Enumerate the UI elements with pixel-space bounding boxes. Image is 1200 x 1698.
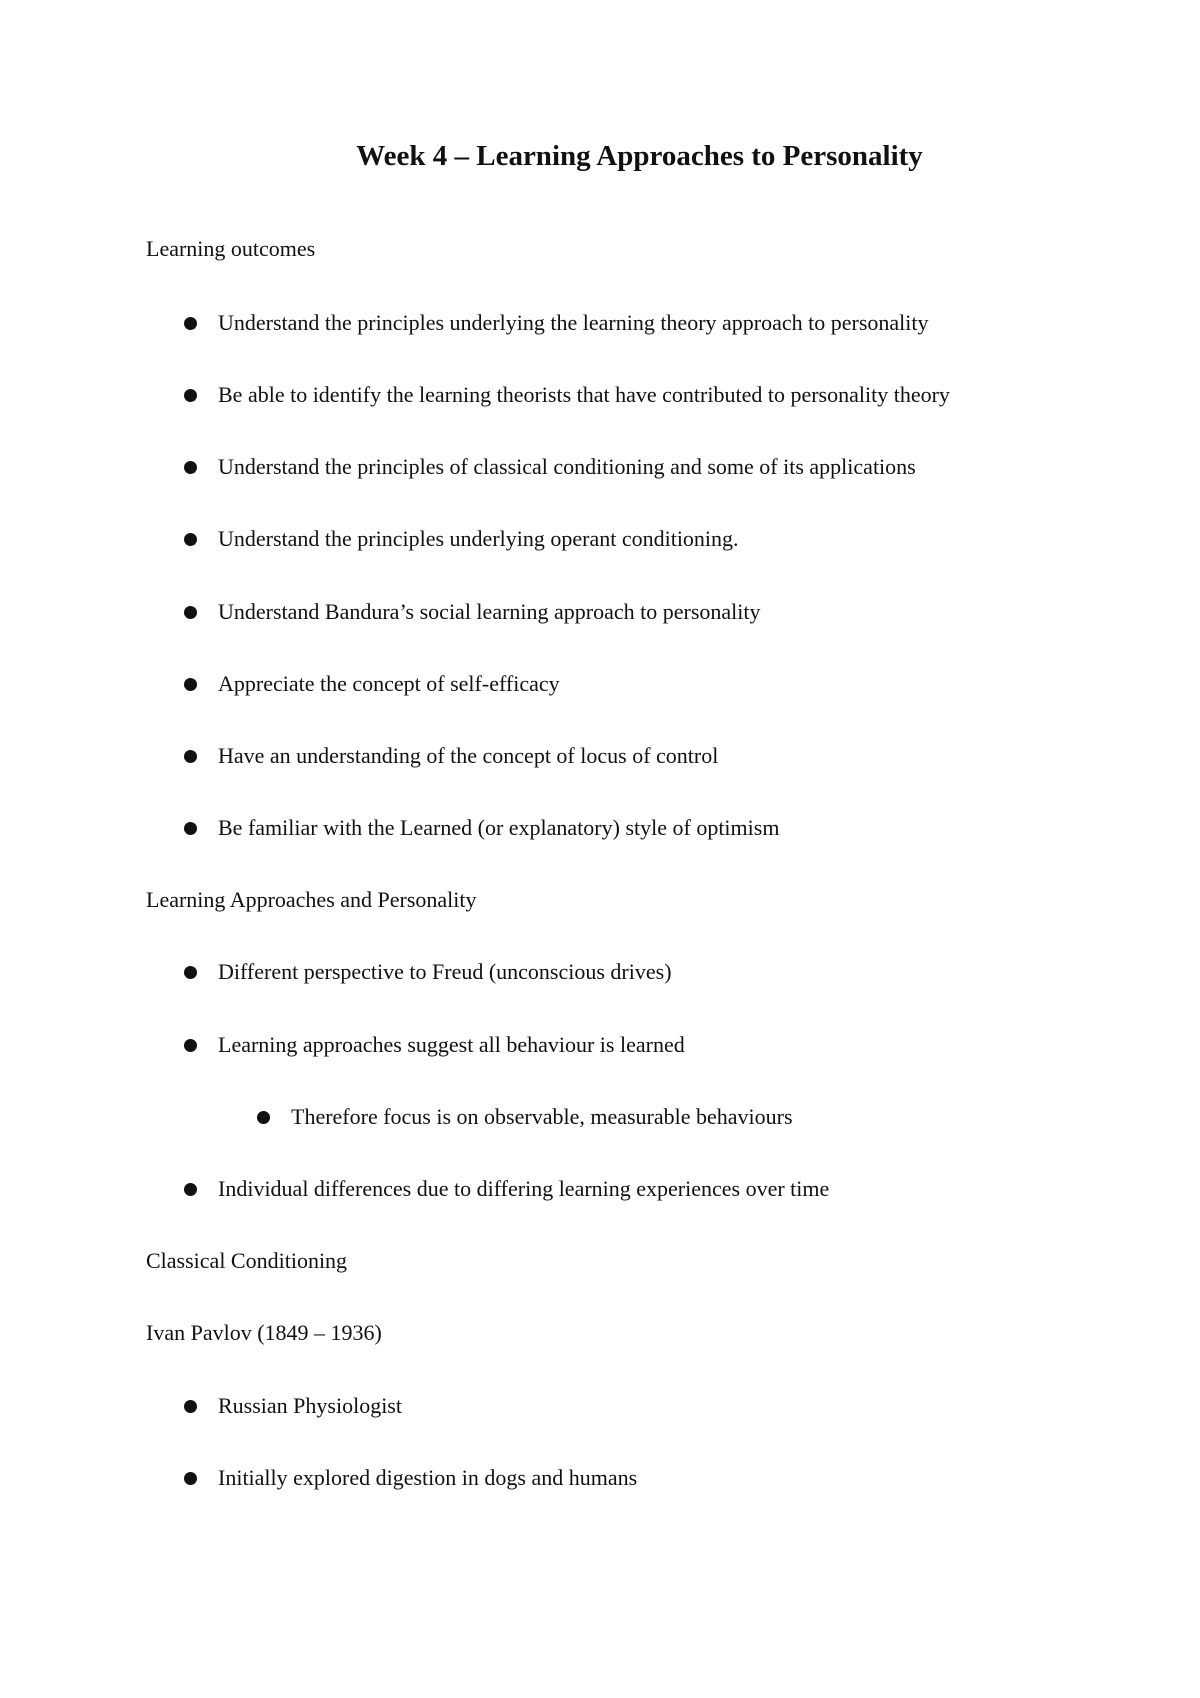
list-item — [184, 456, 916, 478]
list-item-text: Be able to identify the learning theorists that have contributed to personality theory — [218, 382, 950, 407]
bullet-icon — [184, 389, 197, 402]
bullet-icon — [184, 461, 197, 474]
section-heading-learning-outcomes: Learning outcomes — [146, 236, 316, 261]
list-item — [184, 1034, 685, 1056]
list-item-text: Understand Bandura’s social learning approach to personality — [218, 599, 761, 624]
list-item-text: Understand the principles underlying operant conditioning. — [218, 526, 739, 551]
list-item — [184, 601, 761, 623]
bullet-icon — [184, 1183, 197, 1196]
bullet-icon — [184, 1472, 197, 1485]
document-title: Week 4 – Learning Approaches to Personality — [356, 140, 923, 172]
bullet-icon — [184, 750, 197, 763]
bullet-icon — [184, 966, 197, 979]
list-item — [184, 673, 560, 695]
list-item-text: Different perspective to Freud (unconscious drives) — [218, 959, 672, 984]
bullet-icon — [257, 1111, 270, 1124]
bullet-icon — [184, 1039, 197, 1052]
list-item-text: Russian Physiologist — [218, 1393, 402, 1418]
list-item — [184, 817, 779, 839]
list-item-nested — [257, 1106, 793, 1128]
list-item — [184, 312, 929, 334]
list-item — [184, 1395, 402, 1417]
list-item — [184, 745, 718, 767]
list-item-text: Learning approaches suggest all behaviour is learned — [218, 1032, 685, 1057]
section-heading-ivan-pavlov: Ivan Pavlov (1849 – 1936) — [146, 1320, 382, 1345]
bullet-icon — [184, 678, 197, 691]
list-item — [184, 1467, 637, 1489]
bullet-icon — [184, 822, 197, 835]
list-item-text: Therefore focus is on observable, measurable behaviours — [291, 1104, 793, 1129]
list-item-text: Understand the principles of classical conditioning and some of its applications — [218, 454, 916, 479]
list-item-text: Individual differences due to differing learning experiences over time — [218, 1176, 830, 1201]
list-item-text: Have an understanding of the concept of locus of control — [218, 743, 719, 768]
bullet-icon — [184, 317, 197, 330]
section-heading-learning-approaches: Learning Approaches and Personality — [146, 887, 477, 912]
bullet-icon — [184, 533, 197, 546]
list-item — [184, 384, 950, 406]
list-item-text: Initially explored digestion in dogs and humans — [218, 1465, 638, 1490]
list-item — [184, 528, 739, 550]
list-item — [184, 961, 672, 983]
list-item-text: Be familiar with the Learned (or explanatory) style of optimism — [218, 815, 780, 840]
list-item — [184, 1178, 829, 1200]
section-heading-classical-conditioning: Classical Conditioning — [146, 1248, 348, 1273]
list-item-text: Appreciate the concept of self-efficacy — [218, 671, 560, 696]
list-item-text: Understand the principles underlying the learning theory approach to personality — [218, 310, 929, 335]
bullet-icon — [184, 1400, 197, 1413]
bullet-icon — [184, 606, 197, 619]
